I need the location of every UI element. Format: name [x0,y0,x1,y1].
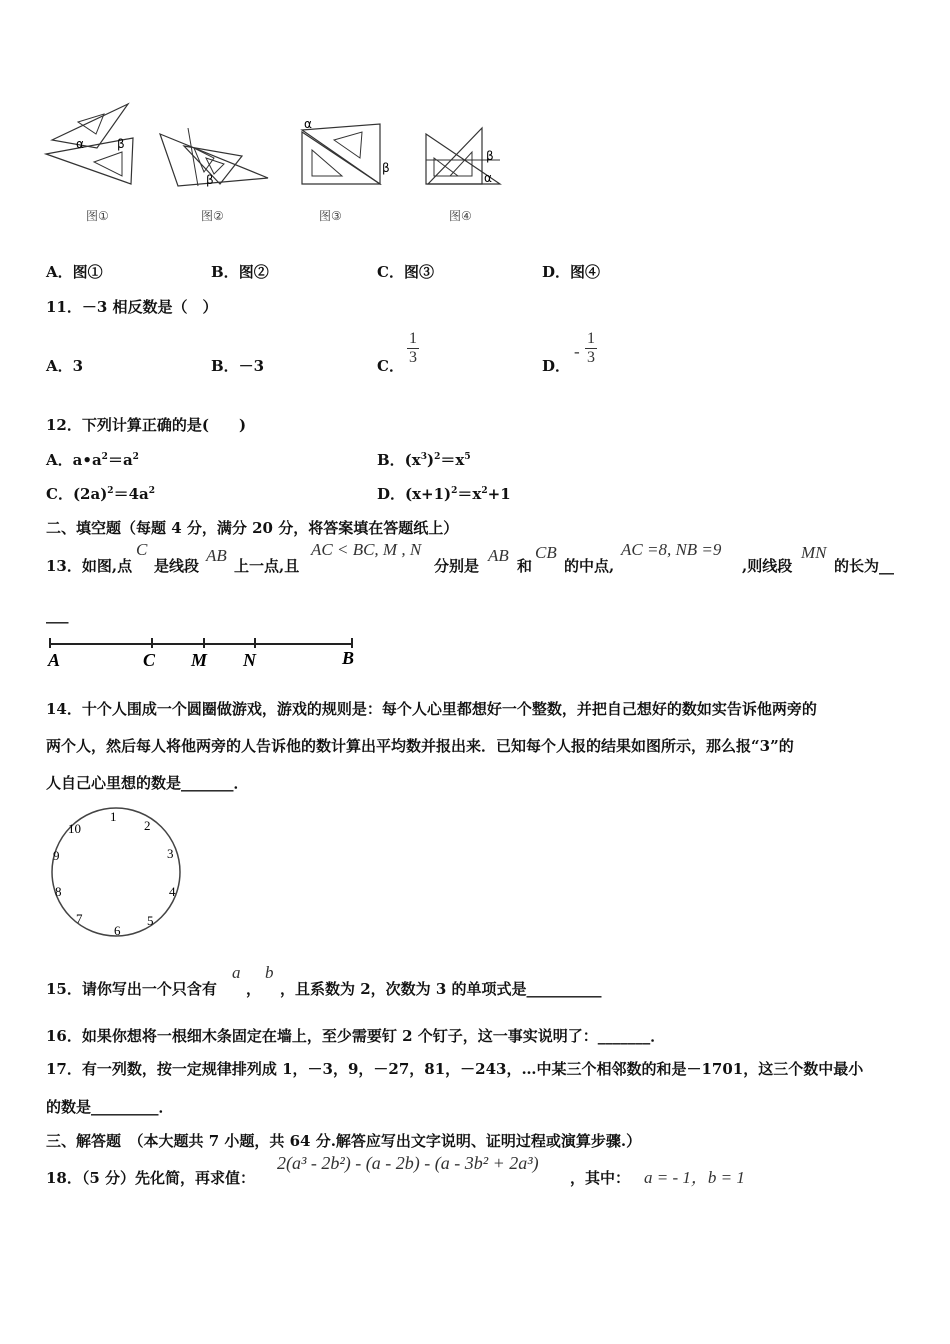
figure-label-1: 图① [86,209,109,223]
q10-figure-2 [158,128,276,188]
q11-option-c-fraction: 1 3 [409,330,417,366]
q15-text-1: 15．请你写出一个只含有 [46,980,217,998]
circle-number-8: 8 [55,884,62,899]
circle-number-3: 3 [167,846,174,861]
section-2-heading: 二、填空题（每题 4 分，满分 20 分，将答案填在答题纸上） [46,519,459,537]
q11-option-d-fraction: 1 3 [587,330,595,366]
q10-option-b[interactable]: B．图② [211,263,269,281]
circle-number-10: 10 [68,821,81,836]
q17-line-1: 17．有一列数，按一定规律排列成 1，－3，9，－27，81，－243，…中某三个相邻数的和是－1701，这三个数中最小 [46,1060,864,1078]
q10-figure-4 [420,124,512,188]
point-c-label: C [143,650,156,670]
circle-number-1: 1 [110,809,117,824]
circle-number-9: 9 [53,848,60,863]
q10-figure-1 [42,100,142,188]
q13-text-6: 的中点, [564,557,615,575]
q18-condition: a = - 1，b = 1 [644,1168,745,1187]
q14-line-1: 14．十个人围成一个圆圈做游戏，游戏的规则是：每个人心里都想好一个整数，并把自己想好的数如实告诉他两旁的 [46,700,817,718]
q13-answer-blank: ___ [46,606,69,624]
q14-line-3: 人自己心里想的数是_______． [46,774,249,792]
q15-math-a: a [232,963,241,982]
q13-text-1: 13．如图,点 [46,557,133,575]
q13-math-ab-2: AB [488,546,509,565]
point-m-label: M [191,650,208,670]
figure-label-4: 图④ [449,209,472,223]
circle-number-6: 6 [114,923,121,938]
q11-option-c[interactable]: C． [377,357,404,375]
q11-option-b[interactable]: B．－3 [211,357,265,375]
q14-line-2: 两个人，然后每人将他两旁的人告诉他的数计算出平均数并报出来．已知每个人报的结果如图所示，那么报“3”的 [46,737,794,755]
q13-text-4: 分别是 [434,557,480,575]
q12-option-b[interactable]: B．$(x^3)^2=x^5$ [377,451,471,469]
angle-beta-label: β [486,149,494,163]
section-3-heading: 三、解答题 （本大题共 7 小题，共 64 分.解答应写出文字说明、证明过程或演算步骤.） [46,1132,642,1150]
point-n-label: N [243,650,256,670]
q13-math-cb: CB [535,543,557,562]
q10-option-a[interactable]: A．图① [46,263,103,281]
q15-separator: ， [246,980,262,998]
q15-math-b: b [265,963,274,982]
q12-option-a[interactable]: A．$a•a^2=a^2$ [46,451,139,469]
q13-text-8: 的长为__ [834,557,895,575]
angle-beta-label: β [206,173,214,187]
circle-number-5: 5 [147,913,154,928]
circle-number-4: 4 [169,884,176,899]
angle-alpha-label: α [76,137,84,151]
circle-number-7: 7 [76,911,83,926]
q13-text-2: 是线段 [154,557,200,575]
q15-text-2: ，且系数为 2，次数为 3 的单项式是__________ [280,980,602,998]
q18-text-1: 18．（5 分）先化简，再求值： [46,1169,256,1187]
q14-circle-figure [44,804,188,940]
circle-number-2: 2 [144,818,151,833]
angle-beta-label: β [117,137,125,151]
q16-text: 16．如果你想将一根细木条固定在墙上，至少需要钉 2 个钉子，这一事实说明了：_______． [46,1027,666,1045]
figure-label-2: 图② [201,209,224,223]
angle-beta-label: β [382,161,390,175]
q11-option-d[interactable]: D． [542,357,571,375]
q18-text-2: ，其中： [570,1169,631,1187]
q12-stem: 12．下列计算正确的是( ) [46,416,247,434]
q13-segment-figure [42,634,362,674]
q18-expression: 2(a³ - 2b²) - (a - 2b) - (a - 3b² + 2a³) [277,1153,539,1173]
q13-math-values: AC =8, NB =9 [621,540,722,559]
q13-text-5: 和 [517,557,533,575]
q10-figure-3 [296,118,396,190]
point-a-label: A [48,650,61,670]
q12-option-d[interactable]: D．$(x+1)^2=x^2+1$ [377,485,511,503]
q17-line-2: 的数是_________． [46,1098,174,1116]
q13-math-condition: AC < BC, M , N [311,540,422,559]
point-b-label: B [342,648,355,668]
figure-label-3: 图③ [319,209,342,223]
angle-alpha-label: α [484,171,492,185]
q13-math-c: C [136,540,148,559]
q13-text-3: 上一点,且 [234,557,300,575]
q10-option-d[interactable]: D．图④ [542,263,601,281]
q13-text-7: ,则线段 [742,557,793,575]
q11-stem: 11．－3 相反数是（ ） [46,298,218,316]
q11-option-d-sign: - [574,342,580,361]
q13-math-ab: AB [206,546,227,565]
angle-alpha-label: α [304,118,312,131]
q10-option-c[interactable]: C．图③ [377,263,434,281]
q12-option-c[interactable]: C．$(2a)^2=4a^2$ [46,485,155,503]
q11-option-a[interactable]: A．3 [46,357,84,375]
q13-math-mn: MN [801,543,827,562]
